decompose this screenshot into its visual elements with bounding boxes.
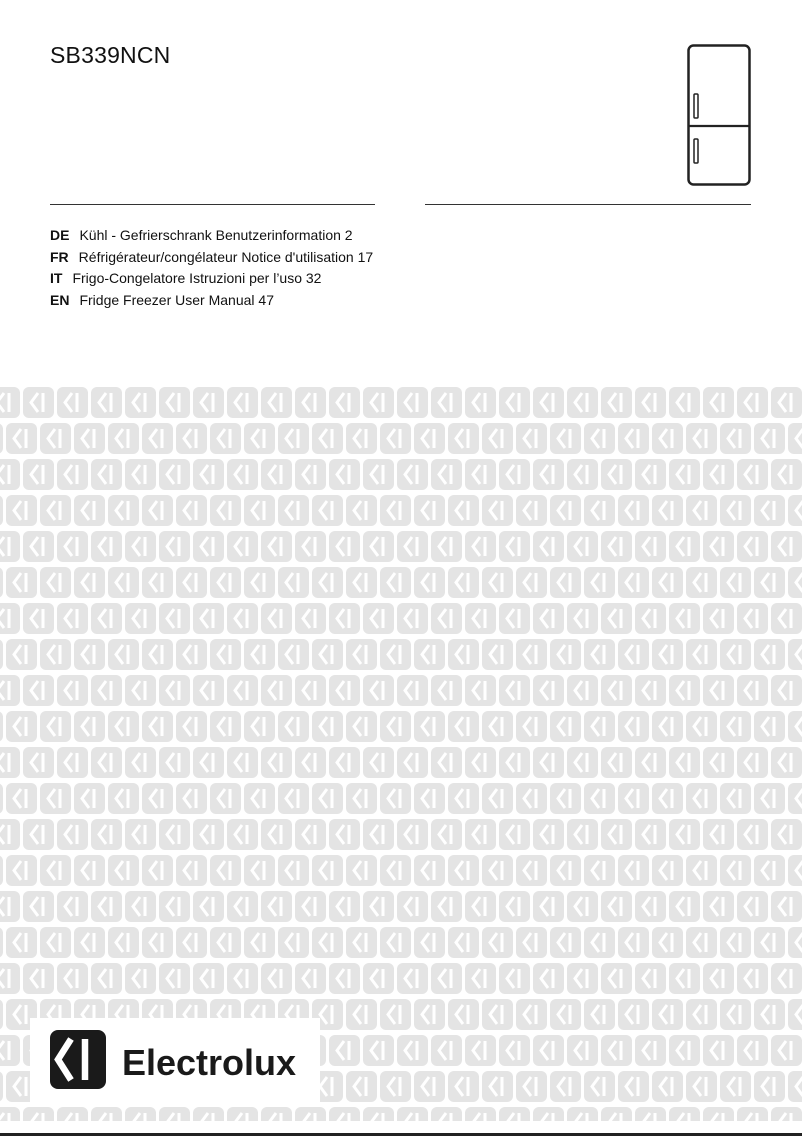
model-number: SB339NCN: [50, 42, 171, 68]
language-title: Kühl - Gefrierschrank Benutzerinformation 2: [79, 227, 353, 243]
language-code: IT: [50, 270, 63, 286]
language-title: Fridge Freezer User Manual 47: [79, 291, 274, 308]
language-code: EN: [50, 291, 70, 308]
language-entry-de[interactable]: [50, 225, 373, 247]
language-entry-en[interactable]: [50, 290, 373, 312]
divider-left: [50, 204, 375, 205]
language-title: Réfrigérateur/congélateur Notice d'utilisation 17: [78, 248, 374, 265]
language-entry-it[interactable]: [50, 268, 373, 290]
electrolux-logo-pattern: [0, 385, 802, 1121]
electrolux-logo-icon: [50, 1030, 106, 1089]
language-entry-fr[interactable]: [50, 247, 373, 269]
brand-name: Electrolux: [122, 1042, 297, 1083]
language-code: FR: [50, 248, 69, 265]
language-list: [50, 225, 373, 311]
brand-logo: [30, 1018, 320, 1102]
language-code: DE: [50, 227, 70, 243]
fridge-freezer-icon: [687, 44, 751, 186]
language-title: Frigo-Congelatore Istruzioni per l’uso 32: [72, 270, 322, 286]
divider-right: [425, 204, 751, 205]
